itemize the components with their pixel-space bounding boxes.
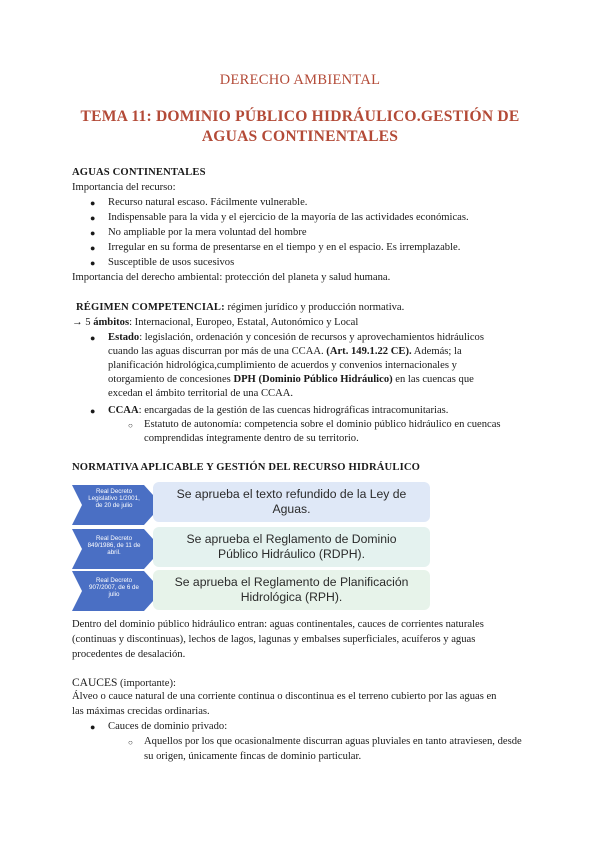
regimen-heading: RÉGIMEN COMPETENCIAL: <box>76 302 225 313</box>
regimen-heading-rest: régimen jurídico y producción normativa. <box>224 302 405 313</box>
article-ref: (Art. 149.1.22 CE). <box>326 346 412 357</box>
cauces-heading-rest: (importante): <box>117 678 176 689</box>
regimen-heading-line <box>76 301 404 316</box>
law-box-2 <box>153 527 430 567</box>
normativa-heading: NORMATIVA APLICABLE Y GESTIÓN DEL RECURSO HIDRÁULICO <box>72 462 421 473</box>
law-label-1: Real Decreto Legislativo 1/2001, de 20 de julio <box>88 488 140 510</box>
ambitos-label: ámbitos <box>93 317 130 328</box>
bullet-icon: ● <box>90 258 96 268</box>
aguas-bullet-5: Susceptible de usos sucesivos <box>108 257 235 268</box>
estado-line-2: cuando las aguas discurran por más de una CCAA. (Art. 149.1.22 CE). Además; la <box>108 346 462 357</box>
aguas-closing: Importancia del derecho ambiental: protección del planeta y salud humana. <box>72 272 391 283</box>
estatuto-line-2: comprendidas íntegramente dentro de su territorio. <box>144 433 359 444</box>
cauces-heading: CAUCES <box>72 677 118 689</box>
law-label-3: Real Decreto 907/2007, de 6 de julio <box>89 577 139 599</box>
aguas-intro: Importancia del recurso: <box>72 182 176 193</box>
cauces-bullet: Cauces de dominio privado: <box>108 721 228 732</box>
law-label-2: Real Decreto 849/1986, de 11 de abril. <box>87 535 141 557</box>
circle-bullet-icon: ○ <box>128 421 133 430</box>
dominio-para-line-2: (continuas y discontinuas), lechos de lagos, lagunas y embalses superficiales, acuíferos y aguas <box>72 634 476 645</box>
aguas-heading: AGUAS CONTINENTALES <box>72 167 206 178</box>
ambitos-list: : Internacional, Europeo, Estatal, Autonómico y Local <box>129 317 359 328</box>
cauces-def-line-1: Álveo o cauce natural de una corriente continua o discontinua es el terreno cubierto por las aguas en <box>72 691 497 702</box>
estatuto-line-1: Estatuto de autonomía: competencia sobre el dominio público hidráulico en cuencas <box>144 419 501 430</box>
tema-title-line1: TEMA 11: DOMINIO PÚBLICO HIDRÁULICO.GESTIÓN DE <box>80 108 520 125</box>
law-chevron-2 <box>72 529 162 569</box>
ccaa-label: CCAA <box>108 405 139 416</box>
document-title: DERECHO AMBIENTAL <box>219 72 381 88</box>
aguas-bullet-3: No ampliable por la mera voluntad del hombre <box>108 227 307 238</box>
dph-term: DPH (Dominio Público Hidráulico) <box>233 374 393 385</box>
tema-title-line2: AGUAS CONTINENTALES <box>201 128 399 145</box>
law-text-3: Se aprueba el Reglamento de Planificación Hidrológica (RPH). <box>174 574 409 604</box>
dominio-para-line-3: procedentes de desalación. <box>72 649 186 660</box>
bullet-icon: ● <box>90 722 96 732</box>
aguas-bullet-2: Indispensable para la vida y el ejercicio de la mayoría de las actividades económicas. <box>108 212 469 223</box>
circle-bullet-icon: ○ <box>128 738 133 747</box>
cauces-sub-line-2: su origen, únicamente fincas de dominio particular. <box>144 751 362 762</box>
law-text-2: Se aprueba el Reglamento de Dominio Público Hidráulico (RDPH). <box>186 531 397 561</box>
law-text-1: Se aprueba el texto refundido de la Ley de Aguas. <box>176 486 407 516</box>
bullet-icon: ● <box>90 406 96 416</box>
aguas-bullet-1: Recurso natural escaso. Fácilmente vulnerable. <box>108 197 308 208</box>
ccaa-line: CCAA: encargadas de la gestión de las cuencas hidrográficas intracomunitarias. <box>108 405 449 416</box>
bullet-icon: ● <box>90 243 96 253</box>
law-chevron-3 <box>72 571 162 611</box>
arrow-icon: → 5 <box>72 317 94 328</box>
estado-line-1: Estado: legislación, ordenación y concesión de recursos y aprovechamientos hidráulicos <box>108 332 484 343</box>
estado-line-4: otorgamiento de concesiones DPH (Dominio Público Hidráulico) en las cuencas que <box>108 374 474 385</box>
estado-line-3: planificación hidrológica,cumplimiento de acuerdos y convenios internacionales y <box>108 360 457 371</box>
bullet-icon: ● <box>90 333 96 343</box>
aguas-bullet-4: Irregular en su forma de presentarse en el tiempo y en el espacio. Es irremplazable. <box>108 242 461 253</box>
bullet-icon: ● <box>90 213 96 223</box>
estado-line-5: excedan el ámbito territorial de una CCAA. <box>108 388 294 399</box>
cauces-sub-line-1: Aquellos por los que ocasionalmente discurran aguas pluviales en tanto atraviesen, desde <box>144 736 522 747</box>
law-box-1 <box>153 482 430 522</box>
cauces-def-line-2: las máximas crecidas ordinarias. <box>72 706 210 717</box>
ambitos-line <box>72 316 358 331</box>
bullet-icon: ● <box>90 228 96 238</box>
dominio-para-line-1: Dentro del dominio público hidráulico entran: aguas continentales, cauces de corrientes naturales <box>72 619 484 630</box>
law-chevron-1 <box>72 485 162 525</box>
bullet-icon: ● <box>90 198 96 208</box>
estado-label: Estado <box>108 332 140 343</box>
law-box-3 <box>153 570 430 610</box>
